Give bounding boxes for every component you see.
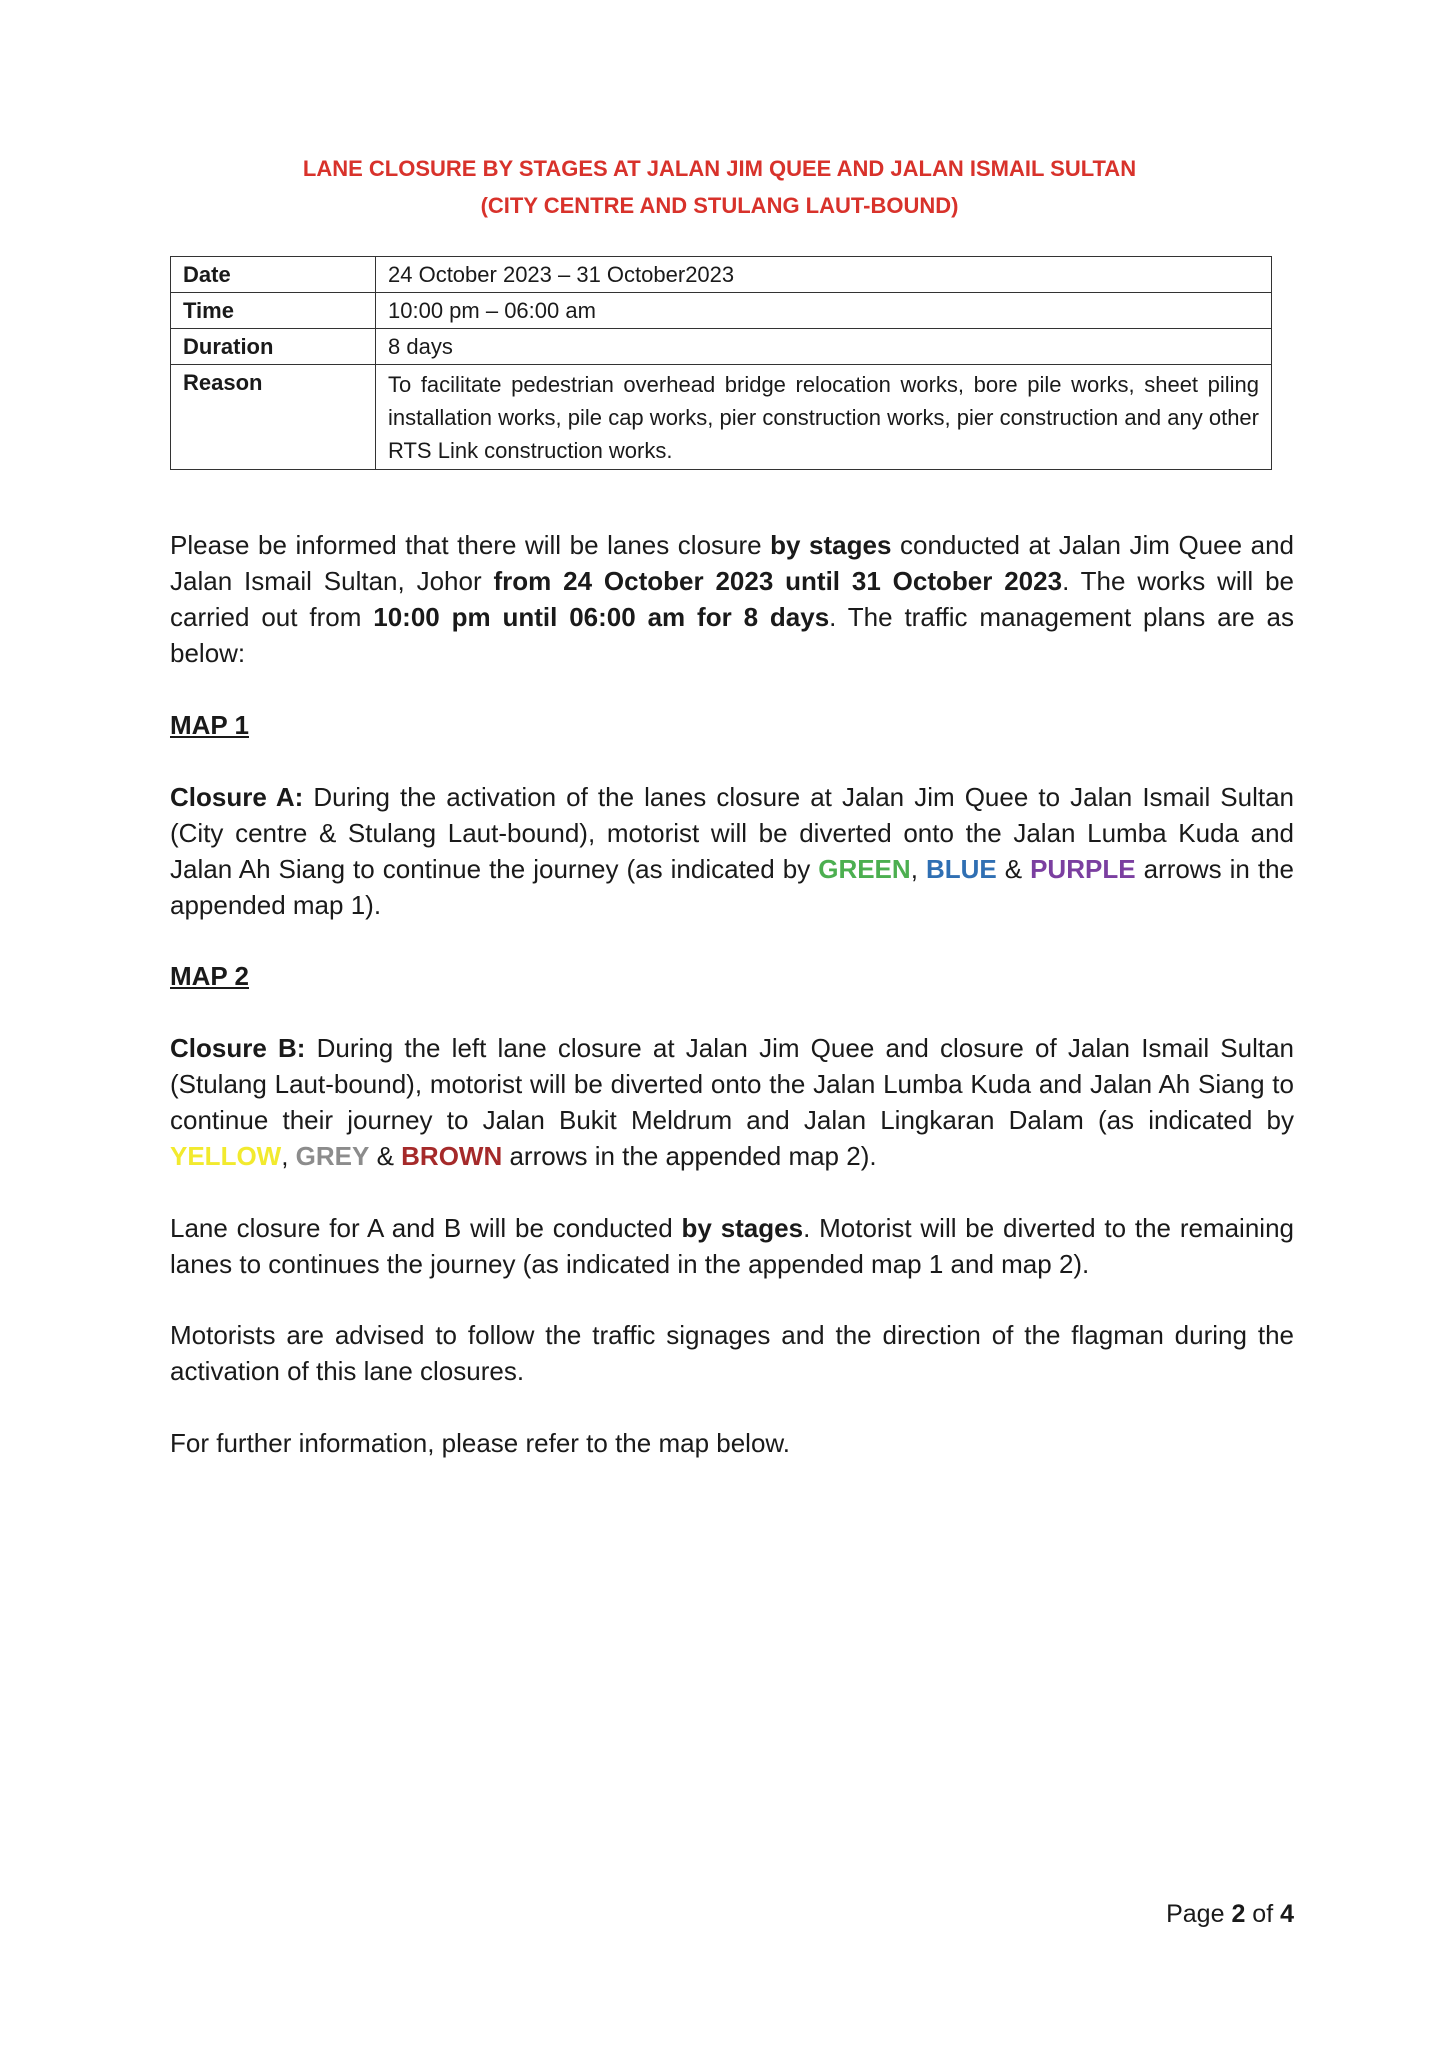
time-label: Time <box>171 293 376 329</box>
intro-text-4: . The traffic management plans are as below: <box>170 602 1294 668</box>
lane-closure-text-2: . Motorist will be diverted to the remaining lanes to continues the journey (as indicated in the appended map 1 and map 2). <box>170 1213 1294 1279</box>
current-page: 2 <box>1231 1900 1246 1928</box>
intro-bold-3: 10:00 pm until 06:00 am for 8 days <box>373 602 830 632</box>
separator: & <box>996 854 1031 884</box>
map1-heading-block <box>170 707 1294 743</box>
closure-a-text-2: arrows in the appended map 1). <box>170 854 1294 920</box>
blue-arrow-label: BLUE <box>925 854 997 884</box>
further-info-text: For further information, please refer to the map below. <box>170 1428 790 1458</box>
intro-paragraph <box>170 527 1294 671</box>
duration-label: Duration <box>171 329 376 365</box>
advice-text: Motorists are advised to follow the traffic signages and the direction of the flagman during the activation of this lane closures. <box>170 1320 1294 1386</box>
map1-heading: MAP 1 <box>170 710 249 740</box>
lane-closure-text-1: Lane closure for A and B will be conducted <box>170 1213 682 1243</box>
reason-value: To facilitate pedestrian overhead bridge relocation works, bore pile works, sheet piling installation works, pile cap works, pier construction works, pier construction and any other RTS Link construction works. <box>376 365 1272 470</box>
reason-label: Reason <box>171 365 376 470</box>
date-label: Date <box>171 257 376 293</box>
date-value: 24 October 2023 – 31 October2023 <box>376 257 1272 293</box>
table-row <box>171 365 1272 470</box>
closure-b-paragraph <box>170 1030 1294 1174</box>
map2-heading-block <box>170 958 1294 994</box>
further-info-paragraph <box>170 1425 1294 1461</box>
closure-info-table <box>170 256 1272 470</box>
total-pages: 4 <box>1280 1900 1294 1928</box>
map2-heading: MAP 2 <box>170 961 249 991</box>
separator: , <box>281 1141 296 1171</box>
time-value: 10:00 pm – 06:00 am <box>376 293 1272 329</box>
lane-closure-bold: by stages <box>681 1213 804 1243</box>
brown-arrow-label: BROWN <box>401 1141 503 1171</box>
title-line-1: LANE CLOSURE BY STAGES AT JALAN JIM QUEE AND JALAN ISMAIL SULTAN <box>302 156 1137 181</box>
document-title <box>0 150 1439 224</box>
intro-bold-2: from 24 October 2023 until 31 October 2023 <box>493 566 1063 596</box>
closure-b-label: Closure B: <box>170 1033 306 1063</box>
advice-paragraph <box>170 1317 1294 1389</box>
intro-text-3: . The works will be carried out from <box>170 566 1294 632</box>
intro-text-1: Please be informed that there will be lanes closure <box>170 530 771 560</box>
of-word: of <box>1245 1900 1281 1928</box>
grey-arrow-label: GREY <box>295 1141 370 1171</box>
yellow-arrow-label: YELLOW <box>170 1141 282 1171</box>
intro-bold-1: by stages <box>770 530 892 560</box>
closure-a-text-1: During the activation of the lanes closure at Jalan Jim Quee to Jalan Ismail Sultan (City centre & Stulang Laut-bound), motorist will be diverted onto the Jalan Lumba Kuda and Jalan Ah Siang to continue the journey (as indicated by <box>170 782 1295 884</box>
lane-closure-paragraph <box>170 1210 1294 1282</box>
intro-text-2: conducted at Jalan Jim Quee and Jalan Ismail Sultan, Johor <box>170 530 1294 596</box>
page-number <box>1166 1900 1294 1929</box>
closure-b-text-1: During the left lane closure at Jalan Jim Quee and closure of Jalan Ismail Sultan (Stulang Laut-bound), motorist will be diverted onto the Jalan Lumba Kuda and Jalan Ah Siang to continue their journey to Jalan Bukit Meldrum and Jalan Lingkaran Dalam (as indicated by <box>170 1033 1294 1135</box>
title-line-2: (CITY CENTRE AND STULANG LAUT-BOUND) <box>480 193 959 218</box>
closure-b-text-2: arrows in the appended map 2). <box>502 1141 877 1171</box>
table-row <box>171 257 1272 293</box>
duration-value: 8 days <box>376 329 1272 365</box>
separator: & <box>369 1141 402 1171</box>
table-row <box>171 329 1272 365</box>
closure-a-label: Closure A: <box>170 782 304 812</box>
green-arrow-label: GREEN <box>818 854 911 884</box>
closure-a-paragraph <box>170 779 1294 923</box>
separator: , <box>910 854 926 884</box>
purple-arrow-label: PURPLE <box>1030 854 1136 884</box>
table-row <box>171 293 1272 329</box>
page-word: Page <box>1166 1900 1232 1928</box>
